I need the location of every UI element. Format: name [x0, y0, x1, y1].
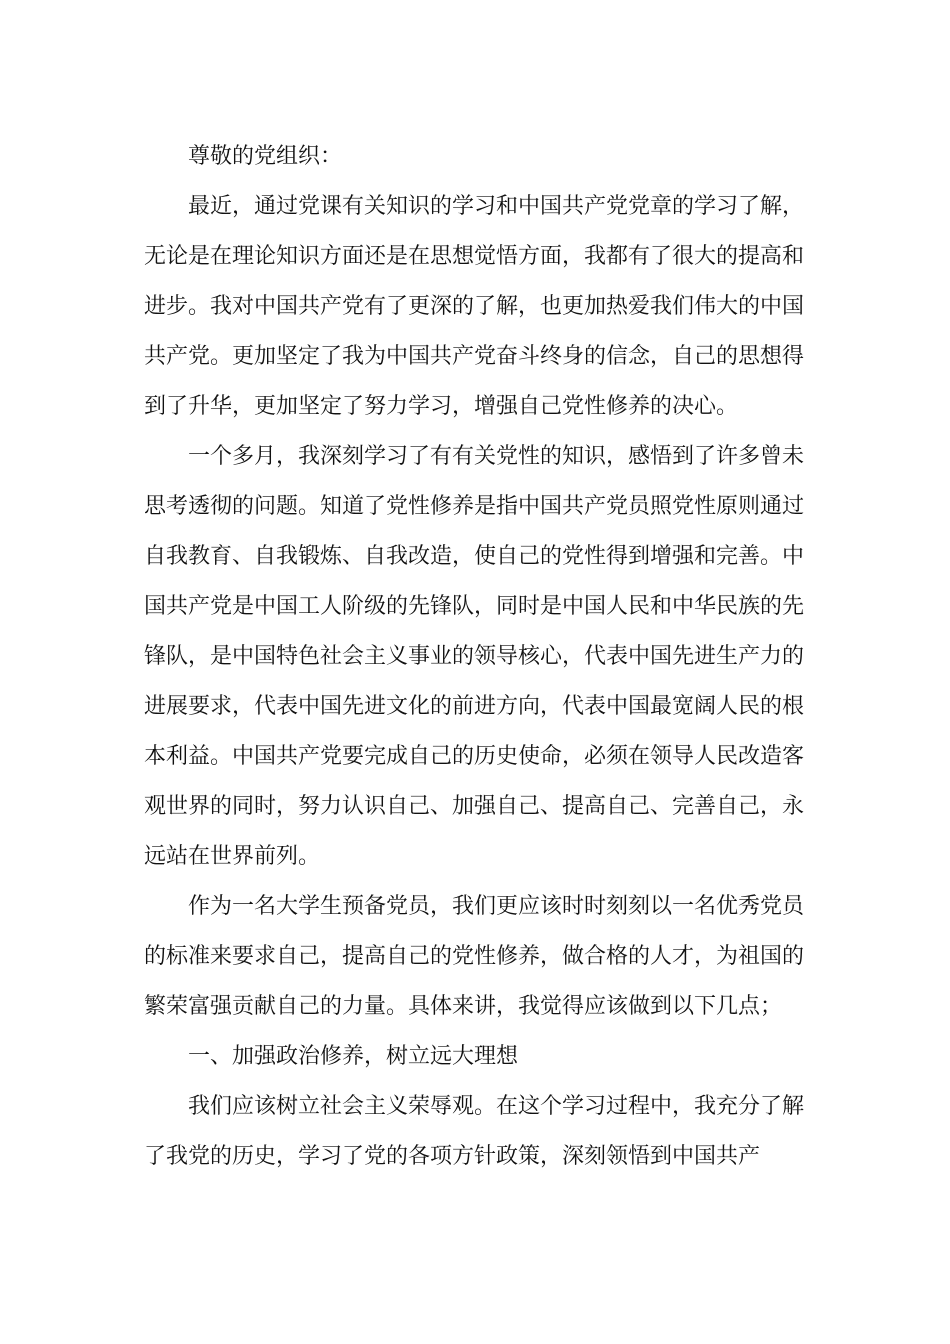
body-paragraph: 我们应该树立社会主义荣辱观。在这个学习过程中，我充分了解了我党的历史，学习了党的各项方针政策，深刻领悟到中国共产 — [144, 1094, 805, 1169]
salutation: 尊敬的党组织： — [188, 144, 343, 169]
document-body — [144, 132, 804, 1182]
body-paragraph: 作为一名大学生预备党员，我们更应该时时刻刻以一名优秀党员的标准来要求自己，提高自己的党性修养，做合格的人才，为祖国的繁荣富强贡献自己的力量。具体来讲，我觉得应该做到以下几点； — [144, 894, 805, 1019]
body-paragraph: 最近，通过党课有关知识的学习和中国共产党党章的学习了解，无论是在理论知识方面还是在思想觉悟方面，我都有了很大的提高和进步。我对中国共产党有了更深的了解，也更加热爱我们伟大的中国共产党。更加坚定了我为中国共产党奋斗终身的信念，自己的思想得到了升华，更加坚定了努力学习，增强自己党性修养的决心。 — [144, 194, 805, 419]
body-paragraph: 一个多月，我深刻学习了有有关党性的知识，感悟到了许多曾未思考透彻的问题。知道了党性修养是指中国共产党员照党性原则通过自我教育、自我锻炼、自我改造，使自己的党性得到增强和完善。中国共产党是中国工人阶级的先锋队，同时是中国人民和中华民族的先锋队，是中国特色社会主义事业的领导核心，代表中国先进生产力的进展要求，代表中国先进文化的前进方向，代表中国最宽阔人民的根本利益。中国共产党要完成自己的历史使命，必须在领导人民改造客观世界的同时，努力认识自己、加强自己、提高自己、完善自己，永远站在世界前列。 — [144, 444, 805, 869]
section-heading: 一、加强政治修养，树立远大理想 — [188, 1044, 519, 1069]
